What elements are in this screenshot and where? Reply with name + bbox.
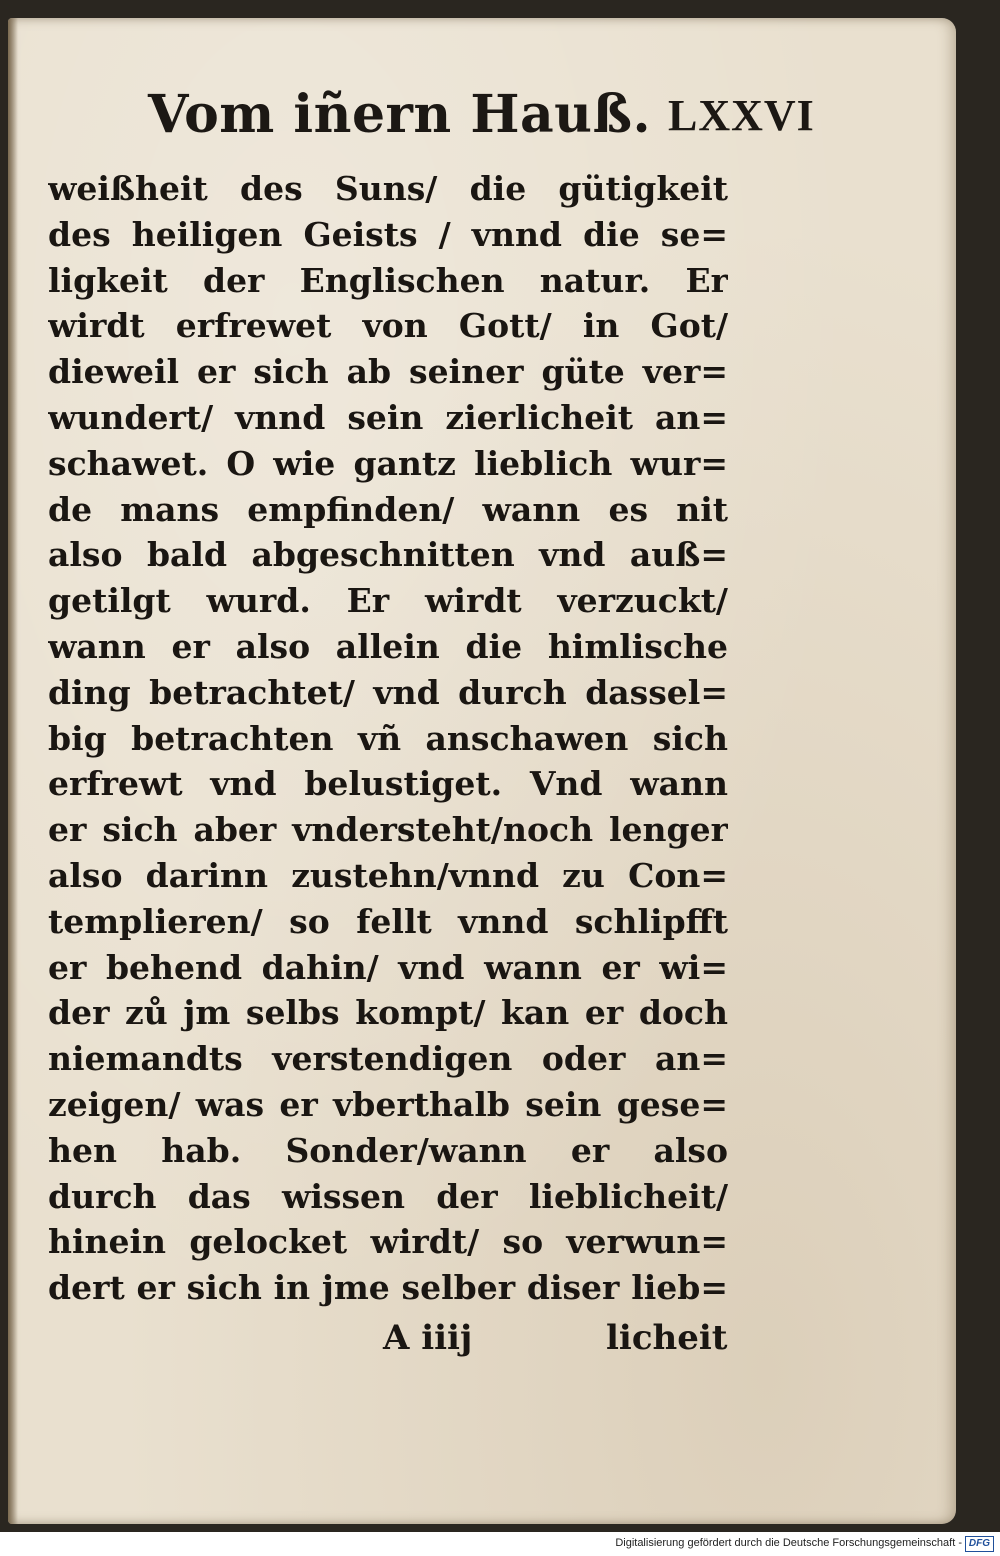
text-line: er sich aber vndersteht/noch lenger bbox=[48, 810, 728, 850]
text-line: also darinn zustehn/vnnd zu Con= bbox=[48, 855, 728, 895]
funding-credit: Digitalisierung gefördert durch die Deutsche Forschungsgemeinschaft - bbox=[615, 1537, 962, 1549]
text-line: dieweil er sich ab seiner güte ver= bbox=[48, 352, 728, 392]
text-line: wundert/ vnnd sein zierlicheit an= bbox=[48, 397, 728, 437]
text-line: big betrachten vñ anschawen sich bbox=[48, 718, 728, 758]
text-line: dert er sich in jme selber diser lieb= bbox=[48, 1268, 728, 1308]
footer-bar bbox=[0, 1532, 1000, 1556]
dfg-logo: DFG bbox=[965, 1536, 994, 1552]
text-line: wann er also allein die himlische bbox=[48, 626, 728, 666]
text-line: wirdt erfrewet von Gott/ in Got/ bbox=[48, 306, 728, 346]
text-line: de mans empfinden/ wann es nit bbox=[48, 489, 728, 529]
running-title: Vom iñern Hauß. bbox=[148, 84, 652, 145]
text-line: ligkeit der Englischen natur. Er bbox=[48, 260, 728, 300]
text-line: hinein gelocket wirdt/ so verwun= bbox=[48, 1222, 728, 1262]
text-line: der zů jm selbs kompt/ kan er doch bbox=[48, 993, 728, 1033]
text-line: er behend dahin/ vnd wann er wi= bbox=[48, 947, 728, 987]
body-text bbox=[48, 166, 728, 1311]
text-line: schawet. O wie gantz lieblich wur= bbox=[48, 443, 728, 483]
text-line: also bald abgeschnitten vnd auß= bbox=[48, 535, 728, 575]
text-line: erfrewt vnd belustiget. Vnd wann bbox=[48, 764, 728, 804]
signature-mark: A iiij bbox=[383, 1318, 473, 1358]
text-line: weißheit des Suns/ die gütigkeit bbox=[48, 169, 728, 208]
paper-leaf bbox=[8, 18, 956, 1524]
text-line: des heiligen Geists / vnnd die se= bbox=[48, 214, 728, 254]
binding-shadow bbox=[8, 18, 18, 1524]
text-line: getilgt wurd. Er wirdt verzuckt/ bbox=[48, 581, 728, 621]
catchword: licheit bbox=[606, 1318, 728, 1358]
text-line: durch das wissen der lieblicheit/ bbox=[48, 1176, 728, 1216]
text-line: hen hab. Sonder/wann er also bbox=[48, 1130, 728, 1170]
folio-number: LXXVI bbox=[668, 91, 815, 140]
text-line: templieren/ so fellt vnnd schlipfft bbox=[48, 901, 728, 941]
text-line: zeigen/ was er vberthalb sein gese= bbox=[48, 1084, 728, 1124]
text-line: ding betrachtet/ vnd durch dassel= bbox=[48, 672, 728, 712]
text-line: niemandts verstendigen oder an= bbox=[48, 1039, 728, 1079]
